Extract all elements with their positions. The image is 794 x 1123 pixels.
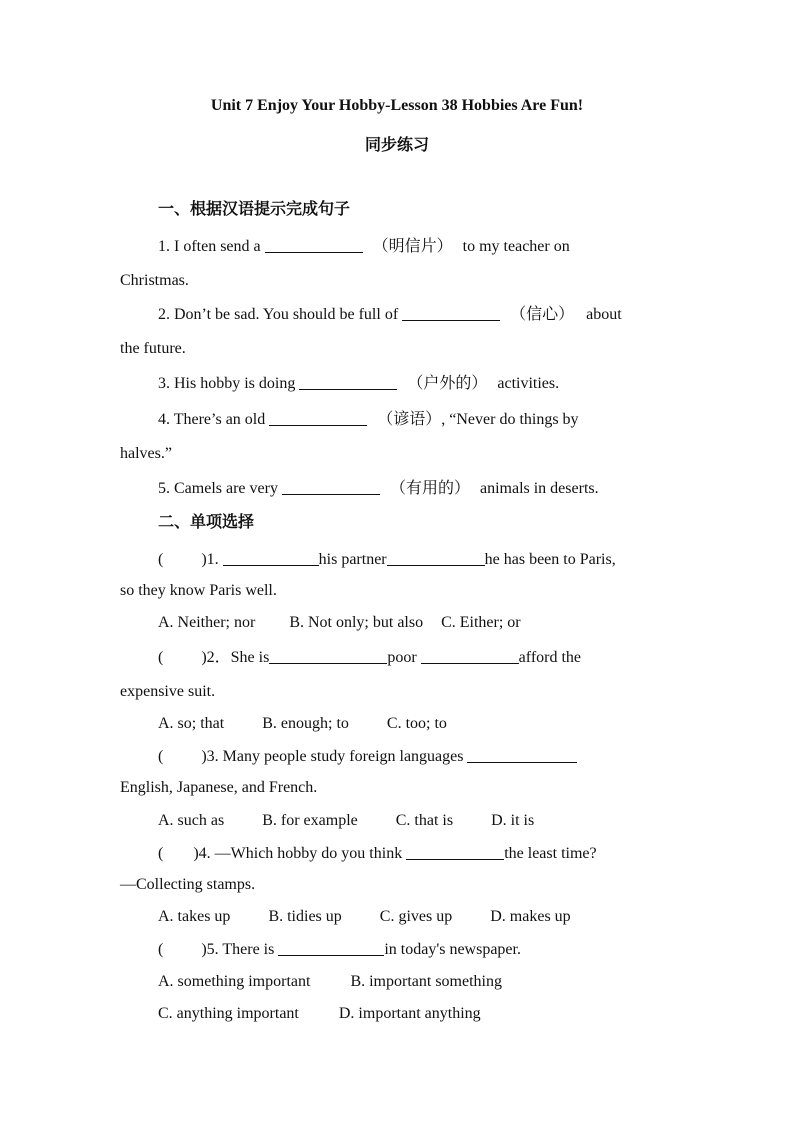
s1-q2-cont: the future. — [120, 340, 186, 357]
s1-q5-text-a: 5. Camels are very — [158, 480, 278, 497]
s1-q1-text-a: 1. I often send a — [158, 238, 261, 255]
s2-q3-option-c[interactable]: C. that is — [395, 812, 454, 829]
s2-q1-option-c[interactable]: C. Either; or — [441, 614, 521, 631]
s2-q1-line — [158, 549, 616, 570]
s2-q4-option-c[interactable]: C. gives up — [379, 908, 453, 925]
s2-q4-options — [158, 907, 571, 927]
s2-q4-label: )4. —Which hobby do you think — [193, 845, 403, 862]
s2-q1-text-b: he has been to Paris, — [484, 551, 616, 568]
s2-q1-option-b[interactable]: B. Not only; but also — [289, 614, 424, 631]
s1-q2-hint: （信心） — [510, 306, 575, 323]
s2-q3-option-d[interactable]: D. it is — [491, 812, 535, 829]
s1-q4-line — [158, 409, 579, 430]
s2-q5-text-b: in today's newspaper. — [384, 941, 521, 958]
s1-q2-blank[interactable] — [402, 306, 500, 321]
s1-q1-blank[interactable] — [265, 238, 363, 253]
s2-q2-option-b[interactable]: B. enough; to — [262, 715, 349, 732]
s2-q5-option-a[interactable]: A. something important — [158, 973, 311, 990]
section2-heading: 二、单项选择 — [158, 514, 255, 531]
s2-q4-cont: —Collecting stamps. — [120, 876, 256, 893]
s2-q1-blank-2[interactable] — [387, 551, 485, 566]
s2-q1-blank-1[interactable] — [223, 551, 319, 566]
s2-q2-line — [158, 647, 581, 668]
s1-q3-text-a: 3. His hobby is doing — [158, 375, 296, 392]
s2-q3-line — [158, 746, 577, 767]
s2-q5-options-row1 — [158, 972, 502, 992]
s1-q5-hint: （有用的） — [389, 480, 470, 497]
s2-q3-option-b[interactable]: B. for example — [262, 812, 358, 829]
s1-q3-hint: （户外的） — [407, 375, 488, 392]
s2-q2-blank-1[interactable] — [269, 649, 387, 664]
s2-q4-paren-open: ( — [158, 845, 164, 862]
s1-q3-text-b: activities. — [497, 375, 560, 392]
s2-q4-blank[interactable] — [406, 845, 504, 860]
s2-q5-option-c[interactable]: C. anything important — [158, 1005, 299, 1022]
s2-q5-line — [158, 939, 521, 960]
s2-q1-option-a[interactable]: A. Neither; nor — [158, 614, 256, 631]
s2-q2-cont: expensive suit. — [120, 683, 216, 700]
s2-q2-text-a: poor — [387, 649, 417, 666]
s2-q4-option-a[interactable]: A. takes up — [158, 908, 231, 925]
s2-q2-text-b: afford the — [518, 649, 582, 666]
s2-q3-options — [158, 811, 534, 831]
s2-q5-blank[interactable] — [278, 941, 384, 956]
s1-q1-text-b: to my teacher on — [462, 238, 570, 255]
s1-q1-hint: （明信片） — [372, 238, 453, 255]
s1-q2-line — [158, 304, 622, 325]
s2-q5-option-d[interactable]: D. important anything — [338, 1005, 481, 1022]
s2-q5-options-row2 — [158, 1004, 481, 1024]
section1-heading: 一、根据汉语提示完成句子 — [158, 201, 351, 218]
s1-q4-hint: （谚语） — [377, 411, 442, 428]
s2-q3-blank[interactable] — [467, 748, 577, 763]
page-subtitle: 同步练习 — [364, 137, 429, 154]
s1-q4-text-a: 4. There’s an old — [158, 411, 266, 428]
s2-q1-label: )1. — [201, 551, 219, 568]
s1-q1-cont: Christmas. — [120, 272, 189, 289]
s2-q2-blank-2[interactable] — [421, 649, 519, 664]
s2-q2-option-a[interactable]: A. so; that — [158, 715, 225, 732]
page-title: Unit 7 Enjoy Your Hobby-Lesson 38 Hobbies Are Fun! — [210, 97, 584, 114]
s1-q2-text-b: about — [586, 306, 622, 323]
s2-q5-label: )5. There is — [201, 941, 275, 958]
s1-q4-text-b: , “Never do things by — [441, 411, 579, 428]
s2-q4-line — [158, 843, 597, 864]
s2-q3-option-a[interactable]: A. such as — [158, 812, 225, 829]
s2-q3-cont: English, Japanese, and French. — [120, 779, 318, 796]
s2-q2-paren-open: ( — [158, 649, 164, 666]
s2-q4-text-b: the least time? — [504, 845, 597, 862]
s1-q1-line — [158, 236, 570, 257]
s1-q3-line — [158, 373, 559, 394]
s1-q5-text-b: animals in deserts. — [479, 480, 599, 497]
s1-q3-blank[interactable] — [299, 375, 397, 390]
s1-q4-blank[interactable] — [269, 411, 367, 426]
s2-q5-paren-open: ( — [158, 941, 164, 958]
s2-q1-options — [158, 613, 521, 633]
s2-q4-option-b[interactable]: B. tidies up — [268, 908, 342, 925]
s2-q3-paren-open: ( — [158, 748, 164, 765]
s1-q5-line — [158, 478, 599, 499]
s2-q1-paren-open: ( — [158, 551, 164, 568]
s2-q2-label: )2．She is — [201, 649, 270, 666]
s1-q2-text-a: 2. Don’t be sad. You should be full of — [158, 306, 399, 323]
s2-q1-cont: so they know Paris well. — [120, 582, 277, 599]
s1-q5-blank[interactable] — [282, 480, 380, 495]
s2-q3-label: )3. Many people study foreign languages — [201, 748, 464, 765]
s1-q4-cont: halves.” — [120, 445, 172, 462]
s2-q2-option-c[interactable]: C. too; to — [386, 715, 447, 732]
s2-q5-option-b[interactable]: B. important something — [350, 973, 502, 990]
s2-q2-options — [158, 714, 447, 734]
s2-q4-option-d[interactable]: D. makes up — [490, 908, 571, 925]
s2-q1-text-a: his partner — [318, 551, 387, 568]
